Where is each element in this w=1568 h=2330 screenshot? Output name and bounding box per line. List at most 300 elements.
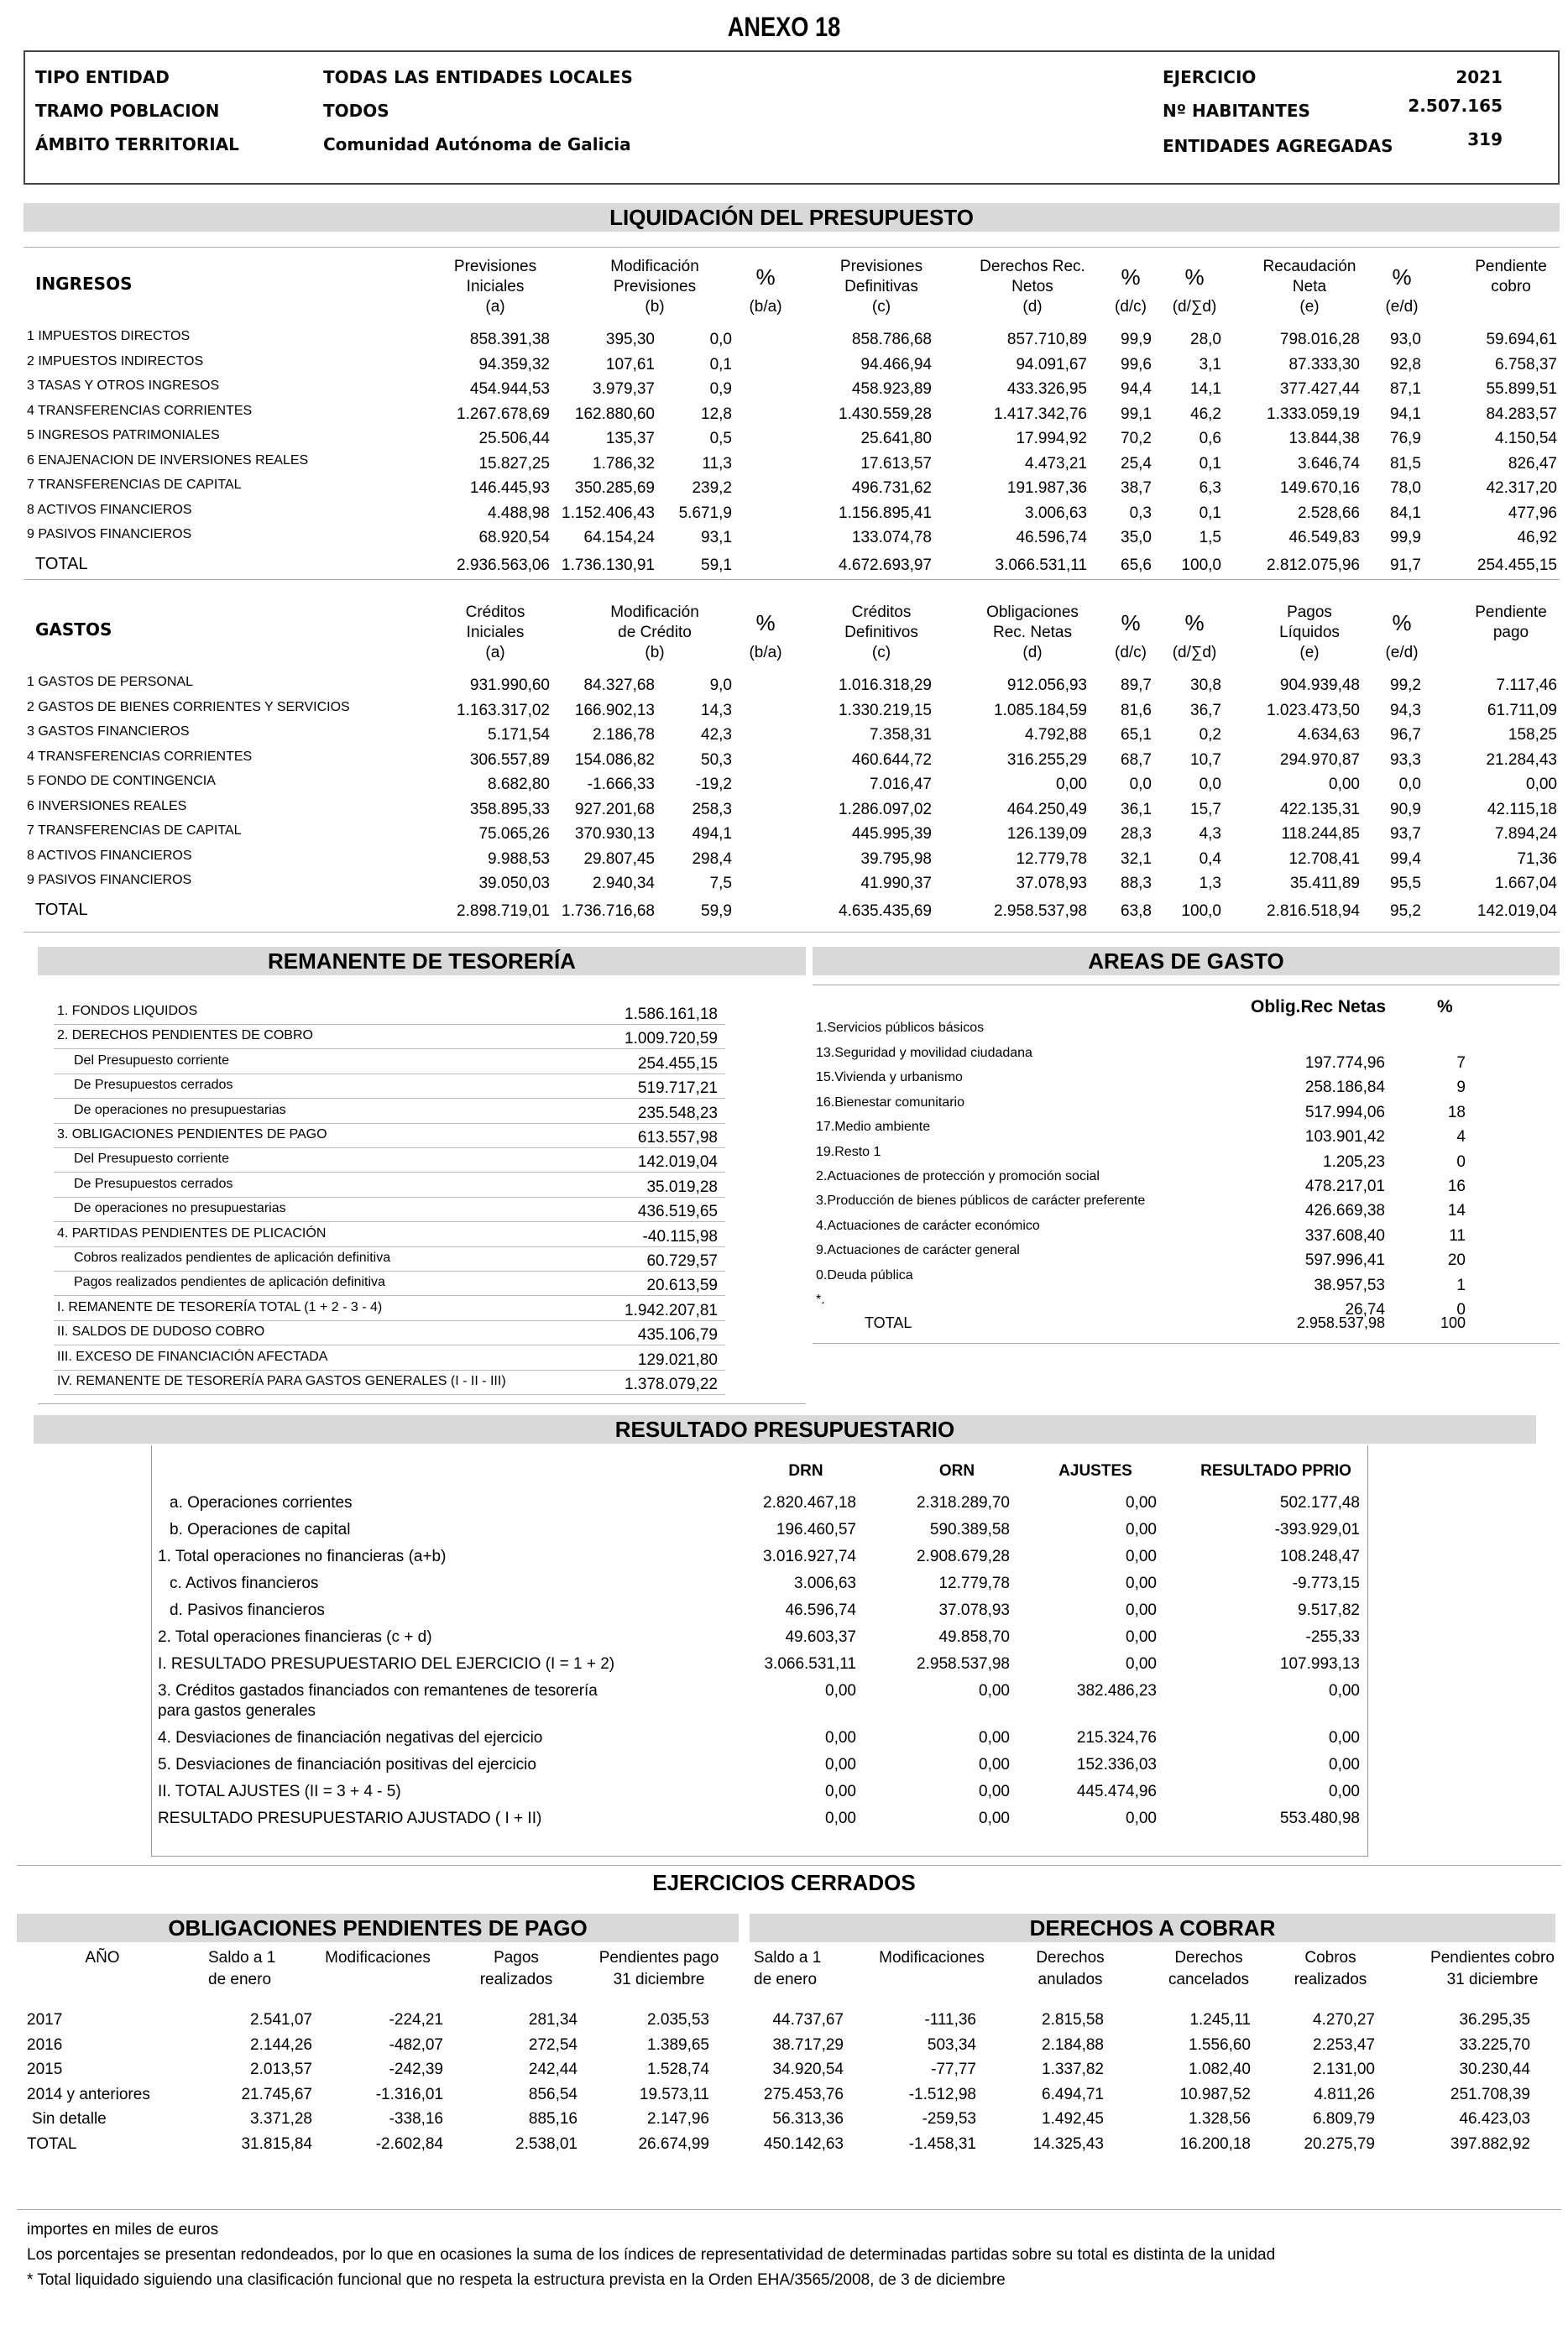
gastos-row-value: 370.930,13 (574, 825, 655, 843)
cerrados-row-value: 2.147,96 (647, 2110, 709, 2128)
gastos-row-value: 5.171,54 (488, 726, 550, 744)
ingresos-row-value: 99,6 (1121, 355, 1152, 374)
gastos-row-value: 422.135,31 (1279, 800, 1360, 818)
cerrados-row-value: 2.253,47 (1313, 2035, 1375, 2054)
ingresos-row-value: 25,4 (1121, 454, 1152, 473)
cerrados-col-header: Derechos (1036, 1949, 1105, 1967)
gastos-row-value: 7.358,31 (870, 726, 932, 744)
gastos-col-header: % (1392, 610, 1412, 635)
ingresos-row-value: 70,2 (1121, 430, 1152, 447)
areas-row-label: 19.Resto 1 (816, 1144, 881, 1159)
resultado-row-value: 152.336,03 (1076, 1756, 1157, 1774)
cerrados-col-header: Derechos (1174, 1949, 1243, 1967)
gastos-row-value: 12.779,78 (1016, 849, 1087, 868)
ingresos-col-header: (b) (645, 298, 665, 316)
resultado-row-value: 0,00 (1329, 1756, 1360, 1774)
gastos-col-header: % (755, 610, 776, 635)
resultado-row-value: 0,00 (825, 1682, 856, 1700)
ingresos-row-value: 433.326,95 (1006, 380, 1087, 398)
gastos-row-value: 61.711,09 (1487, 701, 1557, 719)
ingresos-col-header: Definitivas (844, 278, 918, 295)
row-divider (54, 1394, 725, 1395)
gastos-row-value: 460.644,72 (851, 750, 932, 769)
gastos-row-value: 306.557,89 (469, 750, 550, 769)
ingresos-row-value: 135,37 (605, 430, 655, 447)
ingresos-row-value: 350.285,69 (574, 479, 655, 497)
gastos-row-value: 81,6 (1121, 701, 1152, 719)
gastos-col-header: (b/a) (749, 644, 782, 661)
row-divider (54, 1370, 725, 1371)
areas-row-value: 597.996,41 (1304, 1251, 1385, 1270)
ingresos-row-value: 395,30 (605, 331, 655, 348)
ingresos-row-value: 91,7 (1390, 556, 1421, 574)
tramo-poblacion-value: TODOS (323, 101, 389, 121)
resultado-row-value: 215.324,76 (1076, 1729, 1157, 1747)
gastos-row-value: 7.117,46 (1496, 677, 1557, 694)
areas-row-pct: 0 (1456, 1152, 1466, 1171)
resultado-row-label: 2. Total operaciones financieras (c + d) (158, 1628, 432, 1646)
resultado-row-value: 0,00 (979, 1682, 1010, 1700)
remanente-row-value: 129.021,80 (637, 1350, 718, 1369)
ingresos-row-value: 46,92 (1517, 529, 1557, 546)
resultado-row-value: 9.517,82 (1298, 1601, 1360, 1619)
cerrados-row-value: 251.708,39 (1450, 2085, 1530, 2103)
gastos-col-header: Rec. Netas (993, 624, 1072, 641)
cerrados-row-value: 6.809,79 (1313, 2110, 1375, 2128)
oblig-pendientes-title: OBLIGACIONES PENDIENTES DE PAGO (17, 1914, 739, 1942)
ingresos-row-value: 4.150,54 (1495, 430, 1557, 447)
resultado-row-value: 445.474,96 (1076, 1783, 1157, 1800)
ingresos-row-value: 65,6 (1121, 556, 1152, 574)
gastos-row-label: 5 FONDO DE CONTINGENCIA (27, 774, 216, 788)
gastos-col-header: Obligaciones (986, 603, 1079, 621)
cerrados-col-header: Modificaciones (325, 1949, 431, 1967)
gastos-row-value: 41.990,37 (860, 875, 932, 892)
gastos-col-header: Créditos (851, 603, 912, 621)
cerrados-col-header: 31 diciembre (613, 1971, 705, 1988)
gastos-col-header: Pendiente (1475, 603, 1547, 621)
areas-title: AREAS DE GASTO (813, 947, 1560, 975)
resultado-col-header: RESULTADO PPRIO (1200, 1462, 1351, 1480)
ingresos-row-value: 0,5 (709, 430, 732, 447)
remanente-row-value: 1.942.207,81 (625, 1301, 718, 1319)
resultado-row-value: -255,33 (1305, 1628, 1360, 1646)
remanente-row-value: 35.019,28 (646, 1178, 718, 1196)
gastos-row-value: 21.284,43 (1486, 750, 1557, 769)
gastos-row-label: 8 ACTIVOS FINANCIEROS (27, 848, 192, 863)
remanente-row-value: 20.613,59 (646, 1277, 718, 1295)
ingresos-row-value: 3.066.531,11 (995, 556, 1087, 574)
gastos-col-header: (a) (485, 644, 505, 661)
gastos-row-value: -19,2 (695, 776, 732, 793)
cerrados-row-value: 2.541,07 (250, 2011, 312, 2029)
gastos-row-value: 1.667,04 (1495, 875, 1557, 892)
resultado-row-label: 5. Desviaciones de financiación positivas del ejercicio (158, 1756, 536, 1774)
cerrados-row-value: 46.423,03 (1459, 2110, 1530, 2128)
cerrados-col-header: de enero (754, 1971, 818, 1988)
ingresos-row-value: 107,61 (605, 355, 655, 374)
cerrados-row-value: 16.200,18 (1179, 2134, 1251, 2153)
cerrados-row-value: 275.453,76 (763, 2085, 844, 2103)
ingresos-row-value: 254.455,15 (1477, 556, 1557, 574)
resultado-row-value: 0,00 (1126, 1521, 1157, 1539)
cerrados-col-header: Saldo a 1 (754, 1949, 822, 1967)
resultado-row-value: -9.773,15 (1292, 1575, 1360, 1592)
cerrados-row-value: 397.882,92 (1450, 2134, 1530, 2153)
gastos-row-value: 7.894,24 (1495, 825, 1557, 843)
gastos-row-value: 93,3 (1390, 750, 1421, 769)
row-divider (54, 1221, 725, 1222)
areas-row-pct: 9 (1456, 1079, 1466, 1097)
ingresos-row-value: 15.827,25 (478, 454, 550, 473)
gastos-row-value: 59,9 (701, 901, 732, 920)
ingresos-row-value: 35,0 (1121, 529, 1152, 546)
cerrados-row-year: 2015 (27, 2061, 63, 2078)
ingresos-row-value: 76,9 (1390, 430, 1421, 447)
ingresos-row-value: 0,9 (709, 380, 732, 398)
resultado-row-value: 502.177,48 (1279, 1494, 1360, 1512)
gastos-row-value: 126.139,09 (1006, 825, 1087, 843)
gastos-row-value: 0,2 (1199, 726, 1221, 744)
gastos-row-value: 316.255,29 (1006, 750, 1087, 769)
remanente-row-label: I. REMANENTE DE TESORERÍA TOTAL (1 + 2 - 3 - 4) (57, 1299, 383, 1314)
cerrados-row-value: -482,07 (389, 2035, 443, 2054)
areas-total-label: TOTAL (865, 1314, 912, 1331)
areas-row-value: 26,74 (1345, 1301, 1385, 1319)
row-divider (54, 1123, 725, 1124)
entidades-agregadas-value: 319 (1467, 129, 1503, 149)
gastos-row-value: 96,7 (1390, 726, 1421, 744)
gastos-row-value: 2.958.537,98 (994, 901, 1087, 920)
ingresos-row-value: 3.646,74 (1298, 454, 1360, 473)
ingresos-col-header: (d) (1022, 298, 1043, 316)
ingresos-row-value: 94.466,94 (860, 355, 932, 374)
resultado-row-label: c. Activos financieros (170, 1575, 319, 1592)
resultado-row-value: 2.958.537,98 (917, 1655, 1010, 1673)
resultado-row-value: 0,00 (1329, 1729, 1360, 1747)
cerrados-row-value: -1.512,98 (908, 2085, 976, 2103)
gastos-row-value: 0,0 (1129, 776, 1152, 793)
gastos-row-value: 0,0 (1398, 776, 1421, 793)
ingresos-row-value: 92,8 (1390, 355, 1421, 374)
ingresos-row-value: 55.899,51 (1486, 380, 1557, 398)
ingresos-col-header: Modificación (610, 258, 699, 275)
ingresos-row-label: 6 ENAJENACION DE INVERSIONES REALES (27, 452, 309, 468)
gastos-row-value: 8.682,80 (488, 776, 550, 793)
cerrados-row-value: 19.573,11 (639, 2085, 709, 2103)
ingresos-row-value: 798.016,28 (1279, 331, 1360, 348)
remanente-row-label: Cobros realizados pendientes de aplicación definitiva (74, 1251, 391, 1265)
cerrados-row-year: 2014 y anteriores (27, 2085, 150, 2103)
gastos-col-header: Definitivos (844, 624, 918, 641)
resultado-row-label: d. Pasivos financieros (170, 1601, 325, 1619)
ingresos-row-value: 94,4 (1121, 380, 1152, 398)
page-title: ANEXO 18 (727, 12, 841, 42)
ingresos-row-label: 7 TRANSFERENCIAS DE CAPITAL (27, 478, 242, 492)
resultado-row-value: 0,00 (1126, 1810, 1157, 1827)
ingresos-col-header: Pendiente (1475, 258, 1547, 275)
divider (17, 2209, 1561, 2210)
gastos-row-value: 154.086,82 (574, 750, 655, 769)
resultado-row-value: 590.389,58 (929, 1521, 1010, 1539)
ingresos-row-value: 0,0 (709, 331, 732, 348)
gastos-row-value: 118.244,85 (1281, 825, 1360, 843)
cerrados-row-value: 14.325,43 (1032, 2134, 1104, 2153)
ingresos-row-value: 13.844,38 (1288, 430, 1360, 447)
ingresos-row-value: 87.333,30 (1288, 355, 1360, 374)
gastos-row-value: 0,00 (1329, 776, 1360, 793)
remanente-row-label: De operaciones no presupuestarias (74, 1102, 286, 1117)
gastos-row-value: 4.635.435,69 (839, 901, 932, 920)
tramo-poblacion-label: TRAMO POBLACION (35, 101, 220, 121)
gastos-row-value: 95,5 (1390, 875, 1421, 892)
gastos-row-label: 3 GASTOS FINANCIEROS (27, 724, 190, 739)
gastos-row-value: 931.990,60 (469, 677, 550, 694)
gastos-row-value: 42,3 (701, 726, 732, 744)
gastos-row-value: 68,7 (1121, 750, 1152, 769)
resultado-col-header: ORN (938, 1462, 975, 1480)
ingresos-col-header: % (1184, 264, 1205, 290)
resultado-row-label: 1. Total operaciones no financieras (a+b) (158, 1548, 447, 1565)
areas-row-value: 197.774,96 (1304, 1054, 1385, 1072)
resultado-row-value: 107.993,13 (1279, 1655, 1360, 1673)
remanente-row-value: 436.519,65 (637, 1203, 718, 1221)
gastos-row-value: 30,8 (1190, 677, 1221, 694)
gastos-row-value: 464.250,49 (1006, 800, 1087, 818)
remanente-row-value: 142.019,04 (637, 1153, 718, 1172)
gastos-row-label: 1 GASTOS DE PERSONAL (27, 675, 193, 689)
gastos-row-value: 75.065,26 (478, 825, 550, 843)
resultado-row-value: -393.929,01 (1274, 1521, 1360, 1539)
ingresos-row-value: 857.710,89 (1006, 331, 1087, 348)
remanente-row-label: 1. FONDOS LIQUIDOS (57, 1004, 198, 1018)
gastos-row-value: 4,3 (1199, 825, 1221, 843)
gastos-row-value: 904.939,48 (1279, 677, 1360, 694)
gastos-row-value: 39.050,03 (478, 875, 550, 892)
row-divider (54, 1147, 725, 1148)
cerrados-col-header: AÑO (85, 1949, 120, 1967)
ingresos-row-value: 162.880,60 (574, 405, 655, 423)
gastos-label: GASTOS (35, 619, 112, 640)
habitantes-value: 2.507.165 (1408, 96, 1503, 116)
row-divider (54, 1197, 725, 1198)
remanente-row-label: Del Presupuesto corriente (74, 1053, 229, 1068)
gastos-row-value: 94,3 (1390, 701, 1421, 719)
ingresos-col-header: Recaudación (1262, 258, 1356, 275)
ingresos-row-value: 1.152.406,43 (562, 504, 655, 522)
ingresos-row-value: 477,96 (1508, 504, 1557, 522)
cerrados-row-value: 34.920,54 (772, 2061, 844, 2078)
cerrados-row-value: -224,21 (389, 2011, 443, 2029)
ingresos-row-value: 0,1 (1199, 454, 1221, 473)
ingresos-row-value: 6.758,37 (1495, 355, 1557, 374)
ingresos-row-value: 149.670,16 (1279, 479, 1360, 497)
gastos-row-value: 65,1 (1121, 726, 1152, 744)
footer-note-units: importes en miles de euros (27, 2221, 219, 2239)
ingresos-col-header: (d/c) (1115, 298, 1147, 316)
ingresos-row-value: 1,5 (1199, 529, 1221, 546)
gastos-row-value: 9,0 (709, 677, 732, 694)
ingresos-row-value: 0,6 (1199, 430, 1221, 447)
remanente-row-value: -40.115,98 (642, 1227, 718, 1246)
areas-row-pct: 20 (1447, 1251, 1466, 1270)
resultado-row-value: 0,00 (1126, 1628, 1157, 1646)
areas-row-label: 2.Actuaciones de protección y promoción social (816, 1169, 1100, 1183)
resultado-row-value: 0,00 (1126, 1494, 1157, 1512)
areas-row-label: 4.Actuaciones de carácter económico (816, 1218, 1040, 1233)
cerrados-row-value: 6.494,71 (1042, 2085, 1104, 2103)
ingresos-row-value: 17.613,57 (860, 454, 932, 473)
ingresos-row-value: 5.671,9 (678, 504, 732, 522)
gastos-row-value: -1.666,33 (587, 776, 655, 793)
liquidacion-title: LIQUIDACIÓN DEL PRESUPUESTO (24, 203, 1560, 232)
cerrados-col-header: Cobros (1304, 1949, 1356, 1967)
gastos-col-header: (d/∑d) (1172, 644, 1217, 661)
ingresos-row-value: 46.549,83 (1288, 529, 1360, 546)
ingresos-row-label: 9 PASIVOS FINANCIEROS (27, 527, 192, 541)
gastos-row-value: 28,3 (1121, 825, 1152, 843)
ingresos-row-label: 1 IMPUESTOS DIRECTOS (27, 329, 191, 343)
ingresos-row-value: 93,1 (701, 529, 732, 546)
ingresos-col-header: Neta (1292, 278, 1327, 295)
resultado-row-label: a. Operaciones corrientes (170, 1494, 353, 1512)
gastos-row-label: 2 GASTOS DE BIENES CORRIENTES Y SERVICIOS (27, 699, 350, 714)
ingresos-row-value: 94,1 (1390, 405, 1421, 423)
cerrados-title: EJERCICIOS CERRADOS (652, 1870, 916, 1895)
gastos-row-value: 494,1 (692, 825, 732, 843)
areas-row-value: 517.994,06 (1304, 1103, 1385, 1121)
areas-row-value: 426.669,38 (1304, 1202, 1385, 1220)
resultado-row-value: 0,00 (979, 1810, 1010, 1827)
ingresos-row-value: 68.920,54 (478, 529, 550, 546)
cerrados-row-value: -2.602,84 (375, 2134, 443, 2153)
gastos-row-value: 1.163.317,02 (457, 701, 550, 719)
gastos-row-value: 12.708,41 (1288, 849, 1360, 868)
ingresos-row-value: 0,3 (1129, 504, 1152, 522)
resultado-row-value: 382.486,23 (1076, 1682, 1157, 1700)
ingresos-col-header: Previsiones (613, 278, 697, 295)
ingresos-row-value: 858.786,68 (851, 331, 932, 348)
divider (17, 1865, 1561, 1866)
gastos-col-header: Líquidos (1279, 624, 1340, 641)
ingresos-row-label: 8 ACTIVOS FINANCIEROS (27, 502, 192, 517)
gastos-col-header: Modificación (610, 603, 699, 621)
row-divider (54, 1172, 725, 1173)
resultado-row-value: 0,00 (1126, 1548, 1157, 1565)
cerrados-row-value: -77,77 (931, 2061, 976, 2078)
remanente-row-label: De operaciones no presupuestarias (74, 1201, 286, 1216)
resultado-row-label-cont: para gastos generales (158, 1702, 316, 1720)
cerrados-row-value: 56.313,36 (772, 2110, 844, 2128)
cerrados-row-value: 885,16 (528, 2110, 578, 2128)
divider (38, 1403, 806, 1404)
cerrados-row-value: 21.745,67 (241, 2085, 312, 2103)
cerrados-row-value: -1.458,31 (908, 2134, 976, 2153)
areas-row-label: 0.Deuda pública (816, 1267, 913, 1283)
gastos-col-header: (e) (1299, 644, 1320, 661)
cerrados-row-year: 2016 (27, 2035, 63, 2054)
gastos-row-value: 88,3 (1121, 875, 1152, 892)
ingresos-row-value: 3.006,63 (1025, 504, 1087, 522)
gastos-row-value: 258,3 (692, 800, 732, 818)
resultado-row-value: 0,00 (825, 1756, 856, 1774)
resultado-row-value: 12.779,78 (938, 1575, 1010, 1592)
ingresos-row-value: 78,0 (1390, 479, 1421, 497)
ingresos-row-value: 1.333.059,19 (1267, 405, 1360, 423)
areas-row-pct: 7 (1456, 1054, 1466, 1072)
areas-row-value: 1.205,23 (1323, 1152, 1385, 1171)
gastos-row-value: 1.023.473,50 (1267, 701, 1360, 719)
resultado-row-value: 3.066.531,11 (764, 1655, 856, 1673)
ingresos-col-header: Previsiones (839, 258, 923, 275)
cerrados-row-value: 20.275,79 (1304, 2134, 1375, 2153)
ingresos-row-label: 5 INGRESOS PATRIMONIALES (27, 428, 220, 442)
ingresos-col-header: Previsiones (453, 258, 537, 275)
ingresos-row-value: 84.283,57 (1486, 405, 1557, 423)
gastos-row-value: 14,3 (701, 701, 732, 719)
ingresos-row-value: 100,0 (1181, 556, 1221, 574)
ingresos-col-header: % (755, 264, 776, 290)
ingresos-row-value: 496.731,62 (851, 479, 932, 497)
resultado-row-value: 0,00 (825, 1810, 856, 1827)
gastos-row-value: 445.995,39 (851, 825, 932, 843)
gastos-row-value: 36,7 (1190, 701, 1221, 719)
ingresos-row-value: 133.074,78 (851, 529, 932, 546)
gastos-row-value: 1.286.097,02 (839, 800, 932, 818)
ingresos-row-value: 3.979,37 (593, 380, 655, 398)
ingresos-row-value: 4.488,98 (488, 504, 550, 522)
resultado-row-value: 3.006,63 (794, 1575, 856, 1592)
cerrados-col-header: cancelados (1168, 1971, 1250, 1988)
ingresos-row-value: 2.936.563,06 (457, 556, 550, 574)
ingresos-col-header: (c) (871, 298, 891, 316)
ingresos-col-header: Netos (1011, 278, 1053, 295)
resultado-row-label: b. Operaciones de capital (170, 1521, 351, 1539)
resultado-row-label: I. RESULTADO PRESUPUESTARIO DEL EJERCICIO (I = 1 + 2) (158, 1655, 615, 1673)
ingresos-row-value: 1.430.559,28 (839, 405, 932, 423)
resultado-row-value: 0,00 (979, 1756, 1010, 1774)
ingresos-col-header: % (1392, 264, 1412, 290)
areas-row-pct: 14 (1447, 1202, 1466, 1220)
gastos-col-header: Pagos (1287, 603, 1332, 621)
row-divider (54, 1098, 725, 1099)
gastos-row-value: 95,2 (1390, 901, 1421, 920)
areas-row-label: 9.Actuaciones de carácter general (816, 1243, 1020, 1258)
ingresos-row-value: 454.944,53 (469, 380, 550, 398)
ingresos-col-header: (a) (485, 298, 505, 316)
gastos-row-value: 37.078,93 (1016, 875, 1087, 892)
ingresos-row-value: 858.391,38 (469, 331, 550, 348)
gastos-row-value: 1.330.219,15 (839, 701, 932, 719)
areas-row-value: 258.186,84 (1304, 1079, 1385, 1097)
gastos-row-value: 912.056,93 (1006, 677, 1087, 694)
ingresos-row-value: 1.417.342,76 (994, 405, 1087, 423)
resultado-row-value: 0,00 (1329, 1783, 1360, 1800)
gastos-row-label: 9 PASIVOS FINANCIEROS (27, 873, 192, 887)
cerrados-row-value: 2.131,00 (1313, 2061, 1375, 2078)
areas-total-pct: 100 (1440, 1314, 1466, 1331)
divider (24, 579, 1560, 580)
ingresos-col-header: (e/d) (1385, 298, 1419, 316)
cerrados-row-value: 4.811,26 (1314, 2085, 1375, 2103)
row-divider (54, 1048, 725, 1049)
areas-row-pct: 11 (1449, 1226, 1466, 1245)
ingresos-row-value: 1.267.678,69 (457, 405, 550, 423)
resultado-row-value: 49.603,37 (785, 1628, 856, 1646)
cerrados-row-value: -242,39 (389, 2061, 443, 2078)
divider (813, 1343, 1560, 1344)
cerrados-row-value: 2.184,88 (1042, 2035, 1104, 2054)
